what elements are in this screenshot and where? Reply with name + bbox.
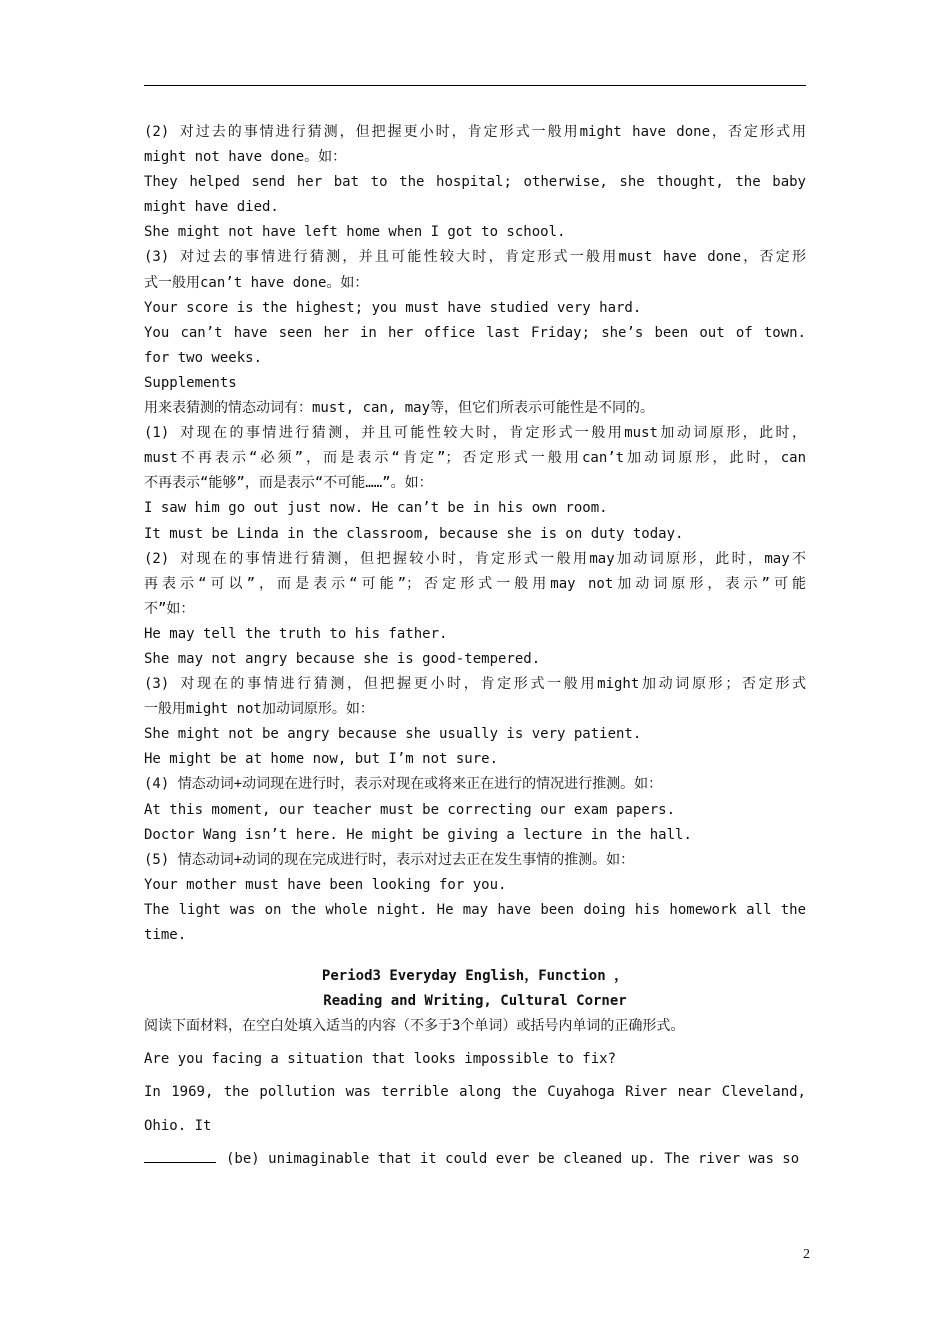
text-line: She might not have left home when I got to school. — [144, 224, 566, 241]
header-rule — [144, 85, 806, 86]
text-line: (3) 对现在的事情进行猜测，但把握更小时，肯定形式一般用might加动词原形；否定形式 — [144, 676, 806, 693]
text-line: He may tell the truth to his father. — [144, 625, 448, 642]
text-line: might have died. — [144, 199, 279, 216]
text-line: (1) 对现在的事情进行猜测，并且可能性较大时，肯定形式一般用must加动词原形，此时， — [144, 425, 806, 442]
text-line: for two weeks. — [144, 349, 263, 366]
text-line: She may not angry because she is good-tempered. — [144, 650, 541, 667]
exercise-instruction: 阅读下面材料，在空白处填入适当的内容（不多于3个单词）或括号内单词的正确形式。 — [144, 1018, 685, 1035]
passage-line: Ohio. It — [144, 1117, 212, 1134]
passage-line: Are you facing a situation that looks impossible to fix? — [144, 1051, 617, 1068]
text-line: Doctor Wang isn’t here. He might be giving a lecture in the hall. — [144, 826, 692, 843]
text-line: (4) 情态动词+动词现在进行时，表示对现在或将来正在进行的情况进行推测。如： — [144, 776, 663, 793]
text-line: (3) 对过去的事情进行猜测，并且可能性较大时，肯定形式一般用must have done，否定形 — [144, 249, 806, 266]
section-subtitle: Reading and Writing, Cultural Corner — [323, 993, 627, 1010]
page-number: 2 — [803, 1247, 810, 1262]
text-line: 式一般用can’t have done。如： — [144, 274, 369, 291]
text-line: The light was on the whole night. He may have been doing his homework all the — [144, 901, 806, 918]
text-line: Supplements — [144, 374, 237, 391]
text-line: 用来表猜测的情态动词有：must, can, may等，但它们所表示可能性是不同的。 — [144, 400, 655, 417]
document-body — [144, 120, 806, 1172]
passage-text: (be) unimaginable that it could ever be cleaned up. The river was so — [226, 1150, 800, 1167]
text-line: (2) 对现在的事情进行猜测，但把握较小时，肯定形式一般用may加动词原形，此时，may不 — [144, 550, 806, 567]
text-line: You can’t have seen her in her office last Friday; she’s been out of town. — [144, 324, 806, 341]
text-line: At this moment, our teacher must be correcting our exam papers. — [144, 801, 676, 818]
text-line: I saw him go out just now. He can’t be in his own room. — [144, 500, 608, 517]
text-line: (2) 对过去的事情进行猜测，但把握更小时，肯定形式一般用might have done，否定形式用 — [144, 124, 806, 140]
text-line: might not have done。如： — [144, 149, 347, 166]
text-line: must不再表示“必须”，而是表示“肯定”；否定形式一般用can’t加动词原形，此时，can — [144, 450, 806, 467]
text-line: They helped send her bat to the hospital; otherwise, she thought, the baby — [144, 174, 806, 191]
text-line: 不”如： — [144, 600, 195, 617]
text-line: He might be at home now, but I’m not sure. — [144, 751, 499, 768]
text-line: time. — [144, 927, 187, 943]
text-line: It must be Linda in the classroom, because she is on duty today. — [144, 525, 684, 542]
text-line: 再表示“可以”，而是表示“可能”；否定形式一般用may not加动词原形，表示”可能 — [144, 575, 806, 592]
text-line: (5) 情态动词+动词的现在完成进行时，表示对过去正在发生事情的推测。如： — [144, 851, 635, 868]
passage-line-with-blank — [144, 1147, 806, 1172]
text-line: Your mother must have been looking for you. — [144, 876, 507, 893]
text-line: She might not be angry because she usually is very patient. — [144, 726, 642, 743]
answer-blank[interactable] — [144, 1148, 216, 1163]
text-line: 不再表示“能够”，而是表示“不可能……”。如： — [144, 475, 433, 492]
text-line: 一般用might not加动词原形。如： — [144, 701, 374, 718]
passage-line: In 1969, the pollution was terrible along the Cuyahoga River near Cleveland, — [144, 1084, 806, 1101]
section-title: Period3 Everyday English，Function ， — [321, 968, 629, 985]
text-line: Your score is the highest; you must have studied very hard. — [144, 299, 642, 316]
